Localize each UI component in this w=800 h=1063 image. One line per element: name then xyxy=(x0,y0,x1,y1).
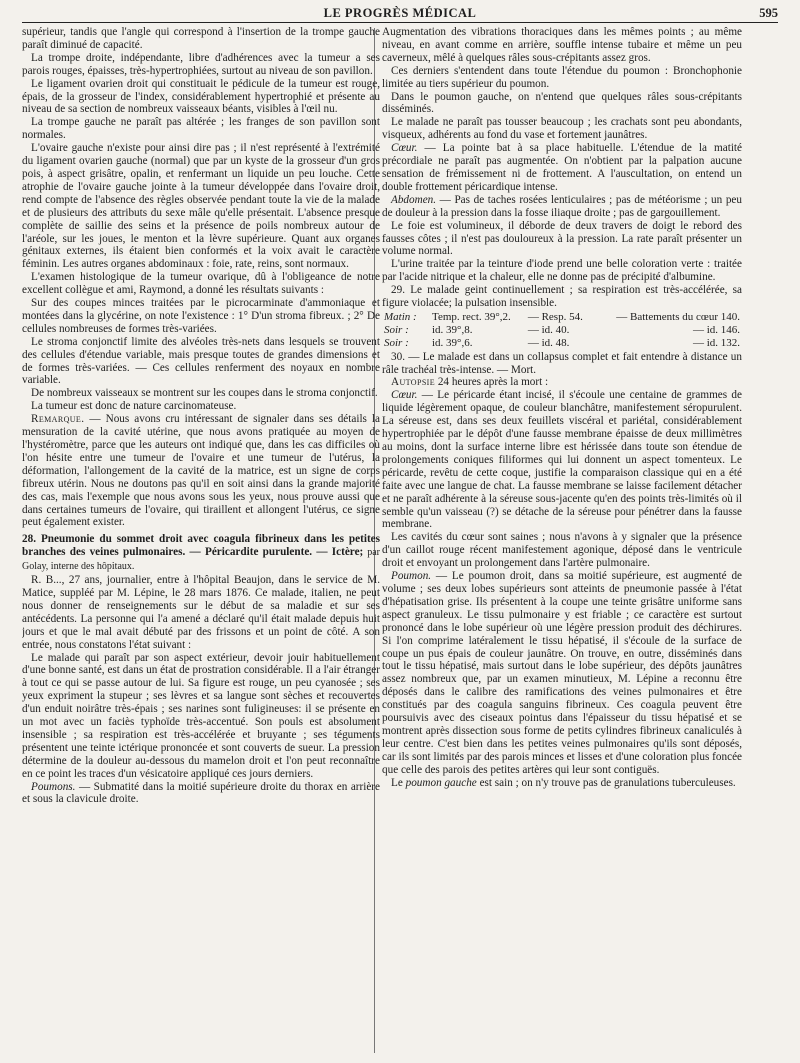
paragraph: L'ovaire gauche n'existe pour ainsi dire pas ; il n'est représenté à l'extrémité du ligament ovarien gauche (normal) que par un kyste de la grosseur d'un gros pois, à aspect grisâtre, opalin, et renfermant un liquide un peu louche. Cette atrophie de l'ovaire gauche jointe à la tumeur développée dans l'ovaire droit, rend compte de l'absence des règles observée pendant toute la vie de la malade et de plusieurs des attributs du sexe mâle qu'elle présentait. L'absence presque complète de saillie des seins et la présence de poils nombreux autour de l'aréole, sur les joues, le menton et la lèvre supérieure. Quant aux organes génitaux externes, ils étaient bien conformés et la voix avait le caractère féminin. Les autres organes abdominaux : foie, rate, reins, sont normaux. xyxy=(22,142,380,271)
table-row xyxy=(382,311,742,324)
pulse-cell: — id. 146. xyxy=(692,323,740,336)
left-column xyxy=(22,26,380,1053)
paragraph: Augmentation des vibrations thoraciques dans les mêmes points ; au même niveau, en avant comme en arrière, souffle intense tubaire et même un peu caverneux, mêlé à quelques râles sous-crépitants assez gros. xyxy=(382,26,742,64)
article-title xyxy=(22,533,380,574)
row-label: Matin : xyxy=(384,310,417,323)
section-text: — Submatité dans la moitié supérieure droite du thorax en arrière et sous la clavicule droite. xyxy=(22,780,380,806)
right-column xyxy=(382,26,742,1053)
paragraph: Ces derniers s'entendent dans toute l'étendue du poumon : Bronchophonie limitée au tiers supérieur du poumon. xyxy=(382,64,742,90)
temp-cell: id. 39°,8. xyxy=(432,323,473,336)
table-row xyxy=(382,337,742,350)
page-number: 595 xyxy=(759,6,778,20)
resp-cell: — id. 48. xyxy=(527,336,570,349)
section-lead: poumon gauche xyxy=(405,776,477,789)
paragraph: La tumeur est donc de nature carcinomateuse. xyxy=(31,400,237,413)
journal-title: LE PROGRÈS MÉDICAL xyxy=(323,6,477,20)
resp-cell: — Resp. 54. xyxy=(527,310,583,323)
paragraph: Le malade ne paraît pas tousser beaucoup ; les crachats sont peu abondants, visqueux, adhérents au fond du vase et fortement jaunâtres. xyxy=(382,116,742,142)
paragraph xyxy=(382,194,742,220)
temp-cell: id. 39°,6. xyxy=(432,336,473,349)
section-text: — Le péricarde étant incisé, il s'écoule une centaine de grammes de liquide légèrement opaque, de couleur blanchâtre, manifestement séropurulent. La séreuse est, dans ses deux feuillets viscéral et pariétal, considérablement hypertrophiée par le dépôt d'une fausse membrane épaisse de deux millimètres au moins, dont la surface interne libre est hérissée dans toute son étendue de prolongements coniques filiformes qui lui donnent un aspect tomenteux. Le péricarde, revêtu de cette coque, justifie la comparaison classique qui en a été faite avec une langue de chat. La fausse membrane se laisse facilement détacher et ne paraît adhérente à la séreuse sous-jacente qu'en des points très-limités où il semble qu'un vaisseau (?) se détache de la séreuse pour pénétrer dans la fausse membrane. xyxy=(382,389,742,531)
paragraph xyxy=(382,376,742,389)
paragraph: La trompe droite, indépendante, libre d'adhérences avec la tumeur a ses parois rouges, épaisses, très-hypertrophiées, surtout au niveau de son pavillon. xyxy=(22,51,380,77)
temp-cell: Temp. rect. 39°,2. xyxy=(432,310,511,323)
section-text: est sain ; on n'y trouve pas de granulations tuberculeuses. xyxy=(476,776,736,789)
pulse-cell: — id. 132. xyxy=(692,336,740,349)
paragraph: L'urine traitée par la teinture d'iode prend une belle coloration verte : traitée par l'acide nitrique et la chaleur, elle ne donne pas de précipité d'albumine. xyxy=(382,258,742,284)
paragraph: Sur des coupes minces traitées par le picrocarminate d'ammoniaque et montées dans la glycérine, on note l'existence : 1° D'un stroma fibreux. ; 2° De cellules nombreuses de formes très-variées. xyxy=(22,297,380,335)
paragraph: Le foie est volumineux, il déborde de deux travers de doigt le rebord des fausses côtes ; il n'est pas douloureux à la pression. La rate paraît présenter un volume normal. xyxy=(382,219,742,258)
paragraph: supérieur, tandis que l'angle qui correspond à l'insertion de la trompe gauche paraît diminué de capacité. xyxy=(22,26,380,51)
remark-paragraph xyxy=(22,413,380,529)
temperature-table xyxy=(382,311,742,350)
table-row xyxy=(382,324,742,337)
paragraph xyxy=(382,142,742,194)
paragraph: R. B..., 27 ans, journalier, entre à l'hôpital Beaujon, dans le service de M. Matice, suppléé par M. Lépine, le 28 mars 1876. Ce malade, italien, ne peut nous donner de renseignements sur le début de sa maladie et sur ses antécédents. La personne qui l'a amené a déclaré qu'il était malade depuis huit jours et que le mal avait débuté par des frissons et un point de côté. A son entrée, nous constatons l'état suivant : xyxy=(22,574,380,651)
section-lead: Cœur. xyxy=(391,389,418,402)
paragraph: Le ligament ovarien droit qui constituait le pédicule de la tumeur est rouge, épais, de la grosseur de l'index, considérablement hypertrophié et présente au niveau de sa section de nombreux vaisseaux béants, visibles à l'œil nu. xyxy=(22,77,380,116)
row-label: Soir : xyxy=(384,323,409,336)
paragraph xyxy=(382,389,742,531)
pulse-cell: — Battements du cœur 140. xyxy=(616,310,740,323)
section-lead: Abdomen. xyxy=(391,193,437,206)
section-text: — La pointe bat à sa place habituelle. L'étendue de la matité précordiale ne paraît pas augmentée. On n'obtient par la palpation aucune sensation de frémissement ni de frottement. A l'auscultation, on entend un double frottement péricardique intense. xyxy=(382,142,742,193)
remark-lead: Remarque. xyxy=(31,413,85,426)
row-label: Soir : xyxy=(384,336,409,349)
paragraph: 29. Le malade geint continuellement ; sa respiration est très-accélérée, sa figure violacée; la pulsation insensible. xyxy=(382,284,742,310)
paragraph: Les cavités du cœur sont saines ; nous n'avons à y signaler que la présence d'un caillot rouge récent manifestement agonique, déposé dans le ventricule droit et envoyant un prolongement dans l'artère pulmonaire. xyxy=(382,531,742,570)
paragraph xyxy=(382,777,742,790)
paragraph: De nombreux vaisseaux se montrent sur les coupes dans le stroma conjonctif. xyxy=(31,387,378,400)
paragraph: Le stroma conjonctif limite des alvéoles très-nets dans lesquels se trouvent des cellules d'étendue variable, mais presque toutes de grandes dimensions et de formes très-variées. — Ces cellules renferment des noyaux en nombre variable. xyxy=(22,335,380,387)
section-text: — Le poumon droit, dans sa moitié supérieure, est augmenté de volume ; ses deux lobes supérieurs sont atteints de pneumonie passée à l'état d'hépatisation grise. Ils présentent à la coupe une teinte grisâtre uniforme sans aspect granuleux. Le tissu pulmonaire y est friable ; ce caractère est surtout prononcé dans le lobe supérieur où une légère pression produit des déchirures. Si l'on comprime latéralement le tissu hépatisé, il s'écoule de la surface de coupe un pus épais de couleur jaunâtre. On trouve, en outre, disséminés dans tout le tissu hépatisé, mais surtout dans le lobe supérieur, des dépôts jaunâtres assez nombreux que, par un examen minutieux, M. Lépine a reconnu être déposés dans le calibre des ramifications des veines pulmonaires et être constitués par des coagula sanguins fibrineux. Ces coagula peuvent être poursuivis avec des ciseaux pointus dans l'épaisseur du tissu hépatisé et se montrent après dissection sous forme de petits cylindres fibrineux canaliculés à leur centre. C'est bien dans les petites veines pulmonaires qu'ils sont déposés, car ils sont limités par des parois minces et lisses et d'une coloration plus foncée que celle des parois des petites artères qui leur sont contiguës. xyxy=(382,570,742,776)
resp-cell: — id. 40. xyxy=(527,323,570,336)
paragraph: L'examen histologique de la tumeur ovarique, dû à l'obligeance de notre excellent collègue et ami, Raymond, a donné les résultats suivants : xyxy=(22,271,380,297)
paragraph: 30. — Le malade est dans un collapsus complet et fait entendre à distance un râle trachéal très-intense. — Mort. xyxy=(382,350,742,376)
article-title-text: 28. Pneumonie du sommet droit avec coagula fibrineux dans les petites branches des veines pulmonaires. — Péricardite purulente. — Ictère; xyxy=(22,533,380,559)
paragraph: Dans le poumon gauche, on n'entend que quelques râles sous-crépitants disséminés. xyxy=(382,90,742,116)
page-header xyxy=(22,6,778,23)
article-author: par Golay, interne des hôpitaux. xyxy=(22,547,380,573)
paragraph: Le malade qui paraît par son aspect extérieur, devoir jouir habituellement d'une bonne santé, est dans un état de prostration considérable. Il a l'air étranger à tout ce qui se passe autour de lui. Sa figure est rouge, un peu cyanosée ; ses yeux expriment la stupeur ; ses lèvres et sa langue sont sèches et recouvertes d'un enduit noirâtre très-épais ; ses narines sont fuligineuses: il se présente en un mot avec un faciès typhoïde très-accentué. Son pouls est absolument insensible ; sa respiration est très-accélérée et bruyante ; ses téguments présentent une teinte ictérique prononcée et sont couverts de sueur. La pression détermine de la douleur au-dessous du mamelon droit et l'on peut reconnaître en ce point les traces d'un vésicatoire appliqué ces jours derniers. xyxy=(22,651,380,780)
section-text: — Pas de taches rosées lenticulaires ; pas de météorisme ; un peu de douleur à la pression dans la fosse iliaque droite ; pas de gargouillement. xyxy=(382,193,742,219)
paragraph xyxy=(382,570,742,777)
paragraph xyxy=(22,781,380,807)
section-lead: Poumons. xyxy=(31,780,76,793)
autopsy-lead: Autopsie xyxy=(391,376,436,389)
paragraph: La trompe gauche ne paraît pas altérée ; les franges de son pavillon sont normales. xyxy=(22,116,380,142)
section-text: 24 heures après la mort : xyxy=(435,376,549,389)
section-lead: Poumon. xyxy=(391,570,432,583)
section-pre: Le xyxy=(391,776,406,789)
section-lead: Cœur. xyxy=(391,142,418,155)
remark-text: — Nous avons cru intéressant de signaler dans ses détails la mensuration de la cavité utérine, que nous avons pratiquée au moyen de l'hystéromètre, parce que les auteurs ont indiqué que, dans les cas difficiles où l'on hésite entre une tumeur de l'ovaire et une tumeur de l'utérus, la déformation, l'allongement de la cavité de la matrice, est un signe de corps fibreux utérin. Nous ne doutons pas qu'il en soit ainsi dans la grande majorité des cas, mais l'exemple que nous avons sous les yeux, nous prouve aussi que dans certaines tumeurs de l'ovaire, qui tiraillent et allongent l'utérus, ce signe peut également exister. xyxy=(22,413,380,529)
